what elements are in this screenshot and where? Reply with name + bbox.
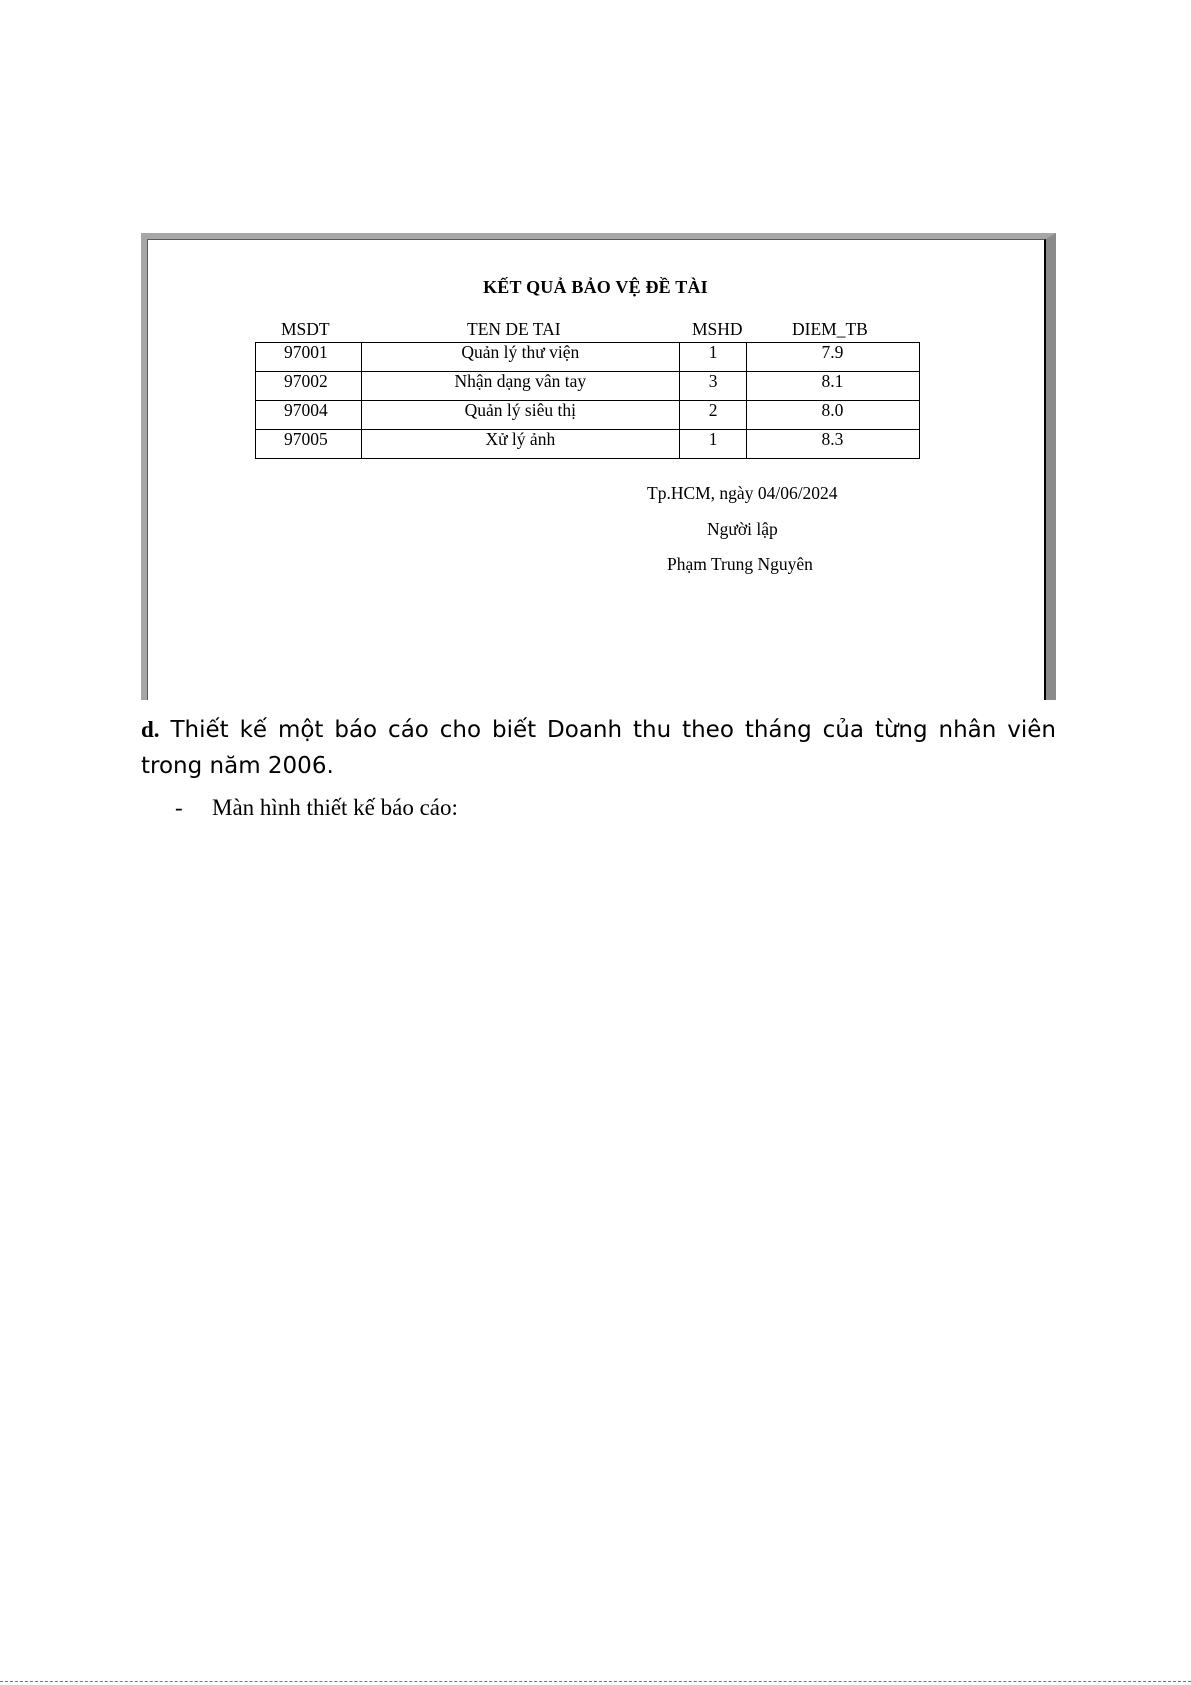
cell-msdt: 97002 [256,372,362,401]
bullet-item [175,795,458,821]
cell-ten-de-tai: Xử lý ảnh [361,430,679,459]
cell-mshd: 3 [679,372,747,401]
table-row [256,343,920,372]
cell-ten-de-tai: Quản lý thư viện [361,343,679,372]
section-d-paragraph [141,712,1056,784]
page-bottom-rule [0,1681,1191,1682]
cell-mshd: 1 [679,430,747,459]
cell-mshd: 1 [679,343,747,372]
column-header-msdt: MSDT [281,319,330,339]
cell-diem-tb: 8.0 [747,401,920,430]
report-screenshot [141,233,1056,700]
signature-name: Phạm Trung Nguyên [667,554,813,574]
section-label: d. [141,717,160,742]
cell-mshd: 2 [679,401,747,430]
column-header-ten-de-tai: TEN DE TAI [467,319,561,339]
signature-role: Người lập [707,519,778,539]
cell-diem-tb: 7.9 [747,343,920,372]
cell-msdt: 97005 [256,430,362,459]
cell-diem-tb: 8.1 [747,372,920,401]
cell-msdt: 97004 [256,401,362,430]
cell-diem-tb: 8.3 [747,430,920,459]
bullet-text: Màn hình thiết kế báo cáo: [212,795,458,820]
bullet-marker: - [175,795,183,820]
table-row [256,430,920,459]
report-frame [147,239,1046,700]
column-header-mshd: MSHD [692,319,743,339]
table-row [256,401,920,430]
table-row [256,372,920,401]
column-header-diem-tb: DIEM_TB [792,319,868,339]
signature-date: Tp.HCM, ngày 04/06/2024 [647,483,838,503]
cell-ten-de-tai: Quản lý siêu thị [361,401,679,430]
cell-msdt: 97001 [256,343,362,372]
section-text: Thiết kế một báo cáo cho biết Doanh thu theo tháng của từng nhân viên trong năm 2006. [141,717,1056,779]
result-table [255,342,920,459]
cell-ten-de-tai: Nhận dạng vân tay [361,372,679,401]
report-title: KẾT QUẢ BẢO VỆ ĐỀ TÀI [483,277,708,297]
